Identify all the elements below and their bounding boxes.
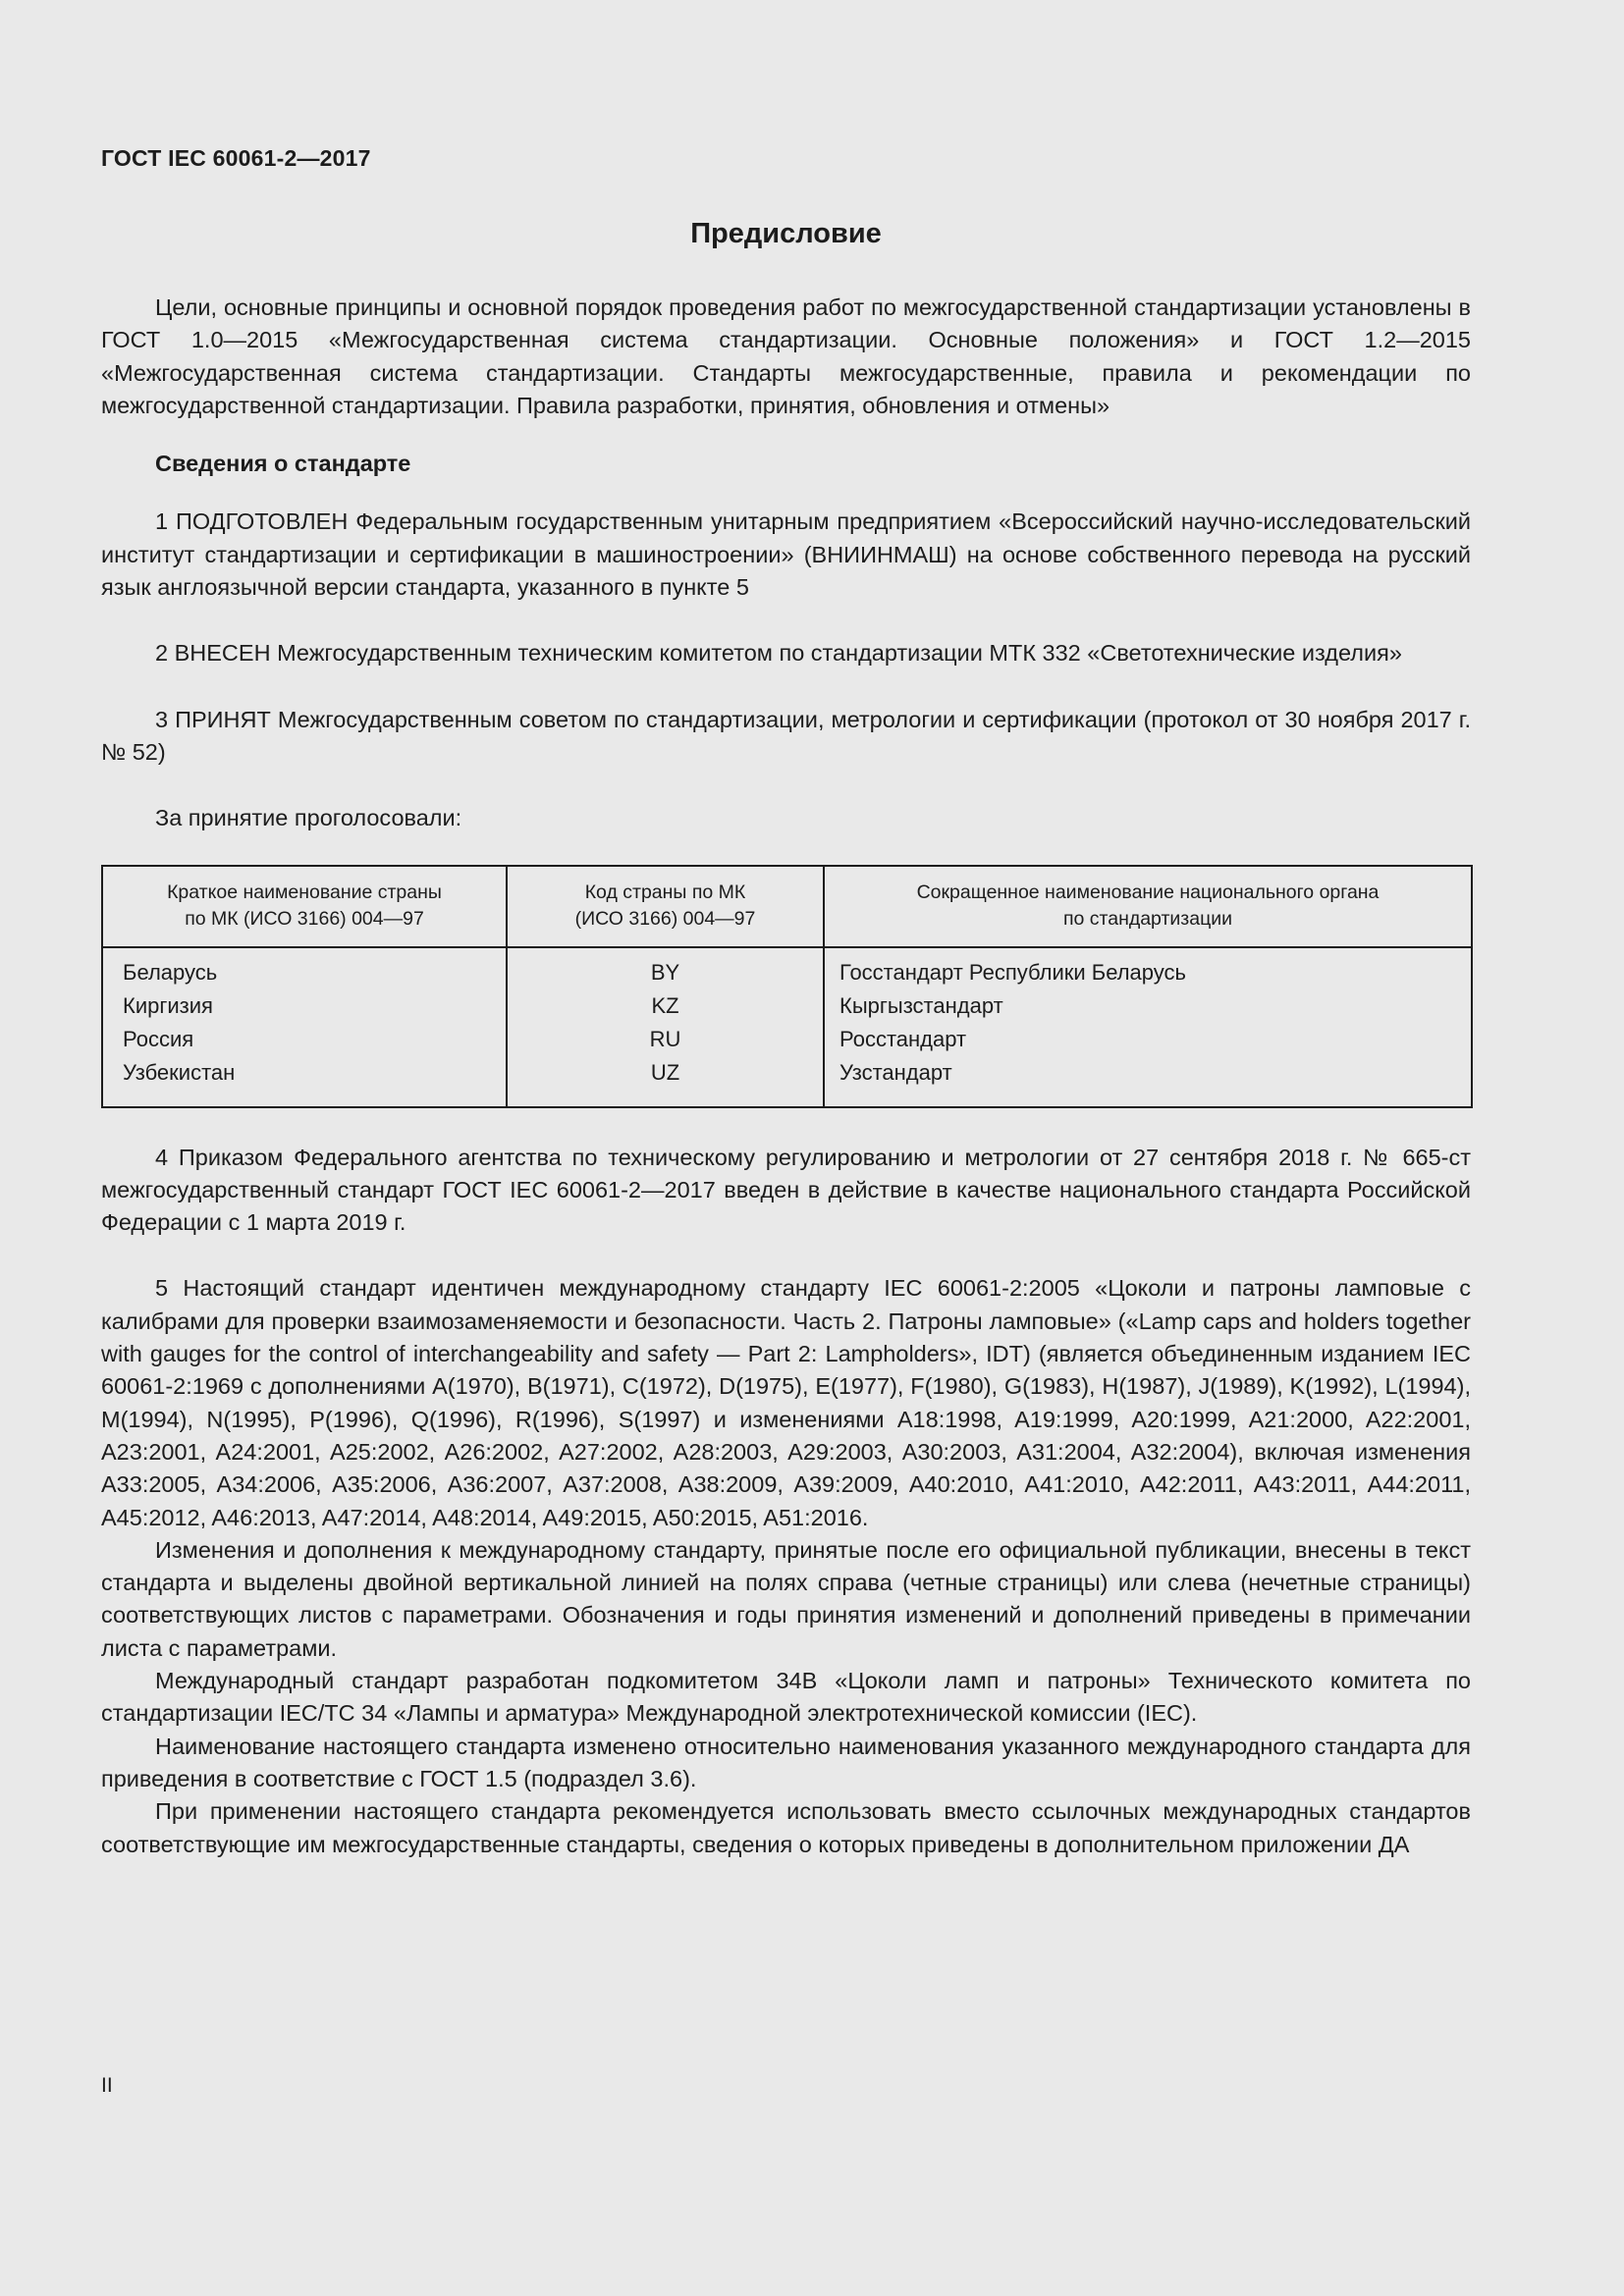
cell-body: Росстандарт: [839, 1026, 967, 1051]
votes-table: [101, 865, 1473, 1108]
paragraph-intro: Цели, основные принципы и основной порядок проведения работ по межгосударственной стандартизации установлены в ГОСТ 1.0—2015 «Межгосударственная система стандартизации. Основные положения» и ГОСТ 1.2—2015 «Межгосударственная система стандартизации. Стандарты межгосударственные, правила и рекомендации по межгосударственной стандартизации. Правила разработки, принятия, обновления и отмены»: [101, 294, 1471, 418]
paragraph-name-change: Наименование настоящего стандарта изменено относительно наименования указанного международного стандарта для приведения в соответствие с ГОСТ 1.5 (подраздел 3.6).: [101, 1733, 1471, 1791]
column-header-code-line1: Код страны по МК: [584, 881, 746, 903]
table-row: [102, 947, 1472, 988]
column-header-country-line1: Краткое наименование страны: [167, 881, 442, 903]
cell-code: BY: [507, 947, 824, 988]
column-header-code-line2: (ИСО 3166) 004—97: [574, 907, 756, 930]
cell-country: Беларусь: [102, 947, 507, 988]
table-row: [102, 988, 1472, 1022]
paragraph-item-3: 3 ПРИНЯТ Межгосударственным советом по стандартизации, метрологии и сертификации (протокол от 30 ноября 2017 г. № 52): [101, 706, 1471, 765]
paragraph-vote-lead: За принятие проголосовали:: [155, 805, 462, 831]
table-header-row: [102, 866, 1472, 947]
page-title: Предисловие: [690, 218, 882, 249]
cell-country: Россия: [102, 1022, 507, 1055]
cell-code: RU: [507, 1022, 824, 1055]
paragraph-item-1: 1 ПОДГОТОВЛЕН Федеральным государственным унитарным предприятием «Всероссийский научно-исследовательский институт стандартизации и сертификации в машиностроении» (ВНИИНМАШ) на основе собственного перевода на русский язык англоязычной версии стандарта, указанного в пункте 5: [101, 508, 1471, 601]
cell-country: Киргизия: [102, 988, 507, 1022]
column-header-code: [507, 866, 824, 947]
cell-code: KZ: [507, 988, 824, 1022]
spacer: [101, 1239, 1471, 1272]
spacer: [101, 480, 1471, 506]
column-header-country-line2: по МК (ИСО 3166) 004—97: [185, 907, 424, 930]
paragraph-application: При применении настоящего стандарта рекомендуется использовать вместо ссылочных международных стандартов соответствующие им межгосударственные стандарты, сведения о которых приведены в дополнительном приложении ДА: [101, 1798, 1471, 1857]
spacer: [101, 422, 1471, 448]
spacer: [101, 769, 1471, 802]
column-header-body-line1: Сокращенное наименование национального органа: [916, 881, 1380, 903]
paragraph-item-5: 5 Настоящий стандарт идентичен международному стандарту IEC 60061-2:2005 «Цоколи и патроны ламповые с калибрами для проверки взаимозаменяемости и безопасности. Часть 2. Патроны ламповые» («Lamp caps and holders together with gauges for the control of interchangeability and safety — Part 2: Lampholders», IDT) (является объединенным изданием IEC 60061-2:1969 с дополнениями A(1970), B(1971), C(1972), D(1975), E(1977), F(1980), G(1983), H(1987), J(1989), K(1992), L(1994), M(1994), N(1995), P(1996), Q(1996), R(1996), S(1997) и изменениями A18:1998, A19:1999, A20:1999, A21:2000, A22:2001, A23:2001, A24:2001, A25:2002, A26:2002, A27:2002, A28:2003, A29:2003, A30:2003, A31:2004, A32:2004), включая изменения A33:2005, A34:2006, A35:2006, A36:2007, A37:2008, A38:2009, A39:2009, A40:2010, A41:2010, A42:2011, A43:2011, A44:2011, A45:2012, A46:2013, A47:2014, A48:2014, A49:2015, A50:2015, A51:2016.: [101, 1275, 1471, 1530]
paragraph-subcommittee: Международный стандарт разработан подкомитетом 34В «Цоколи ламп и патроны» Техническото комитета по стандартизации IEC/TC 34 «Лампы и арматура» Международной электротехнической комиссии (IEC).: [101, 1668, 1471, 1727]
column-header-body: [824, 866, 1472, 947]
paragraph-item-4: 4 Приказом Федерального агентства по техническому регулированию и метрологии от 27 сентября 2018 г. № 665-ст межгосударственный стандарт ГОСТ IEC 60061-2—2017 введен в действие в качестве национального стандарта Российской Федерации с 1 марта 2019 г.: [101, 1144, 1471, 1236]
page-number: II: [101, 2074, 113, 2097]
cell-code: UZ: [507, 1055, 824, 1107]
votes-table-wrapper: [101, 865, 1471, 1108]
paragraph-amendment-note: Изменения и дополнения к международному стандарту, принятые после его официальной публикации, внесены в текст стандарта и выделены двойной вертикальной линией на полях справа (четные страницы) или слева (нечетные страницы) соответствующих листов с параметрами. Обозначения и годы принятия изменений и дополнений приведены в примечании листа с параметрами.: [101, 1536, 1471, 1661]
spacer: [101, 604, 1471, 637]
cell-country: Узбекистан: [102, 1055, 507, 1107]
cell-body: Госстандарт Республики Беларусь: [839, 959, 1186, 985]
spacer: [101, 670, 1471, 704]
body-column: [101, 292, 1471, 1861]
cell-body: Узстандарт: [839, 1059, 952, 1085]
column-header-body-line2: по стандартизации: [1062, 907, 1233, 930]
column-header-country: [102, 866, 507, 947]
section-heading-standard-info: Сведения о стандарте: [155, 451, 411, 477]
table-row: [102, 1022, 1472, 1055]
running-head: ГОСТ IEC 60061-2—2017: [101, 145, 371, 171]
spacer: [101, 1108, 1471, 1142]
cell-body: Кыргызстандарт: [839, 992, 1003, 1018]
paragraph-item-2: 2 ВНЕСЕН Межгосударственным техническим комитетом по стандартизации МТК 332 «Светотехнические изделия»: [155, 640, 1402, 667]
table-row: [102, 1055, 1472, 1107]
